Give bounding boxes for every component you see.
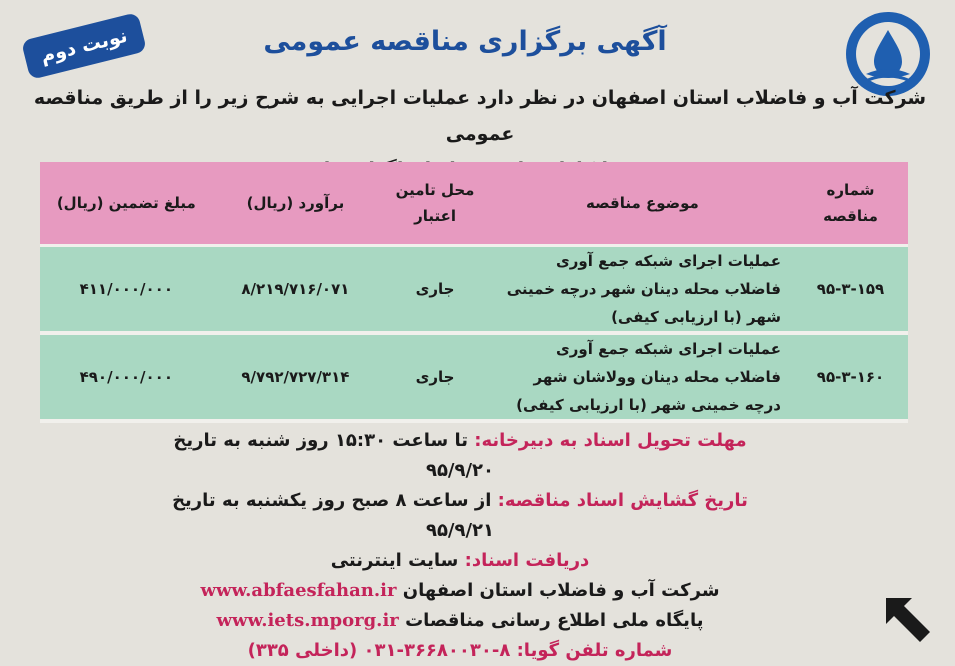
phone-label: شماره تلفن گویا: xyxy=(516,640,673,661)
table-row xyxy=(40,333,908,421)
intro-line-1: شرکت آب و فاضلاب استان اصفهان در نظر دارد عملیات اجرایی به شرح زیر را از طریق مناقصه عمومی xyxy=(33,87,927,145)
header-number: شماره مناقصه xyxy=(793,162,908,246)
company-url-link[interactable]: www.abfaesfahan.ir xyxy=(200,580,397,601)
header-funding: محل تامین اعتبار xyxy=(378,162,492,246)
row-subject: عملیات اجرای شبکه جمع آوری فاضلاب محله دینان وولاشان شهر درچه خمینی شهر (با ارزیابی کیفی) xyxy=(492,333,793,421)
opening-value: از ساعت ۸ صبح روز یکشنبه به تاریخ ۹۵/۹/۲۱ xyxy=(172,490,495,541)
row-estimate: ۸/۲۱۹/۷۱۶/۰۷۱ xyxy=(213,246,379,334)
details-block xyxy=(150,426,770,666)
row-estimate: ۹/۷۹۲/۷۲۷/۳۱۴ xyxy=(213,333,379,421)
arrow-up-left-icon xyxy=(878,590,938,650)
opening-line xyxy=(150,486,770,546)
row-subject: عملیات اجرای شبکه جمع آوری فاضلاب محله دینان شهر درچه خمینی شهر (با ارزیابی کیفی) xyxy=(492,246,793,334)
phone-value: ۸-۳۶۶۸۰۰۳۰-۰۳۱ (داخلی ۳۳۵) xyxy=(247,640,511,661)
phone-line xyxy=(150,636,770,666)
table-row xyxy=(40,246,908,334)
portal-line xyxy=(150,606,770,636)
table-header-row xyxy=(40,162,908,246)
round-badge: نوبت دوم xyxy=(21,12,147,80)
header-guarantee: مبلغ تضمین (ریال) xyxy=(40,162,213,246)
row-number: ۹۵-۳-۱۵۹ xyxy=(793,246,908,334)
row-funding: جاری xyxy=(378,246,492,334)
portal-url-link[interactable]: www.iets.mporg.ir xyxy=(216,610,399,631)
portal-name: پایگاه ملی اطلاع رسانی مناقصات xyxy=(405,610,704,631)
receive-label: دریافت اسناد: xyxy=(464,550,590,571)
receive-line xyxy=(150,546,770,576)
deadline-line xyxy=(150,426,770,486)
company-line xyxy=(150,576,770,606)
row-guarantee: ۴۱۱/۰۰۰/۰۰۰ xyxy=(40,246,213,334)
ad-title: آگهی برگزاری مناقصه عمومی xyxy=(263,26,667,57)
tender-table xyxy=(40,162,908,423)
receive-value: سایت اینترنتی xyxy=(330,550,459,571)
header-estimate: برآورد (ریال) xyxy=(213,162,379,246)
deadline-label: مهلت تحویل اسناد به دبیرخانه: xyxy=(474,430,747,451)
opening-label: تاریخ گشایش اسناد مناقصه: xyxy=(497,490,748,511)
deadline-value: تا ساعت ۱۵:۳۰ روز شنبه به تاریخ ۹۵/۹/۲۰ xyxy=(173,430,495,481)
company-name: شرکت آب و فاضلاب استان اصفهان xyxy=(402,580,720,601)
row-funding: جاری xyxy=(378,333,492,421)
row-guarantee: ۴۹۰/۰۰۰/۰۰۰ xyxy=(40,333,213,421)
row-number: ۹۵-۳-۱۶۰ xyxy=(793,333,908,421)
header-subject: موضوع مناقصه xyxy=(492,162,793,246)
